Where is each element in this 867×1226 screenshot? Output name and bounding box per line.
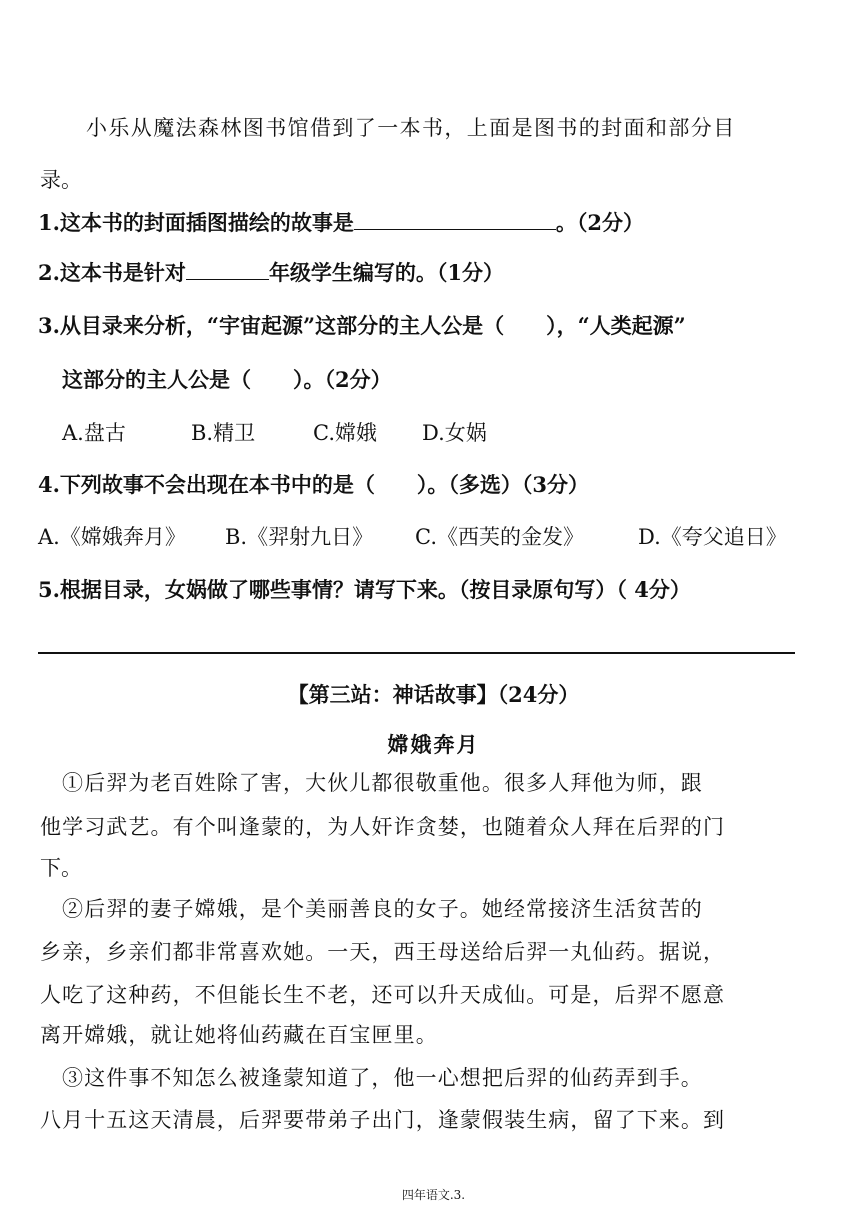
section-heading: 【第三站：神话故事】（24分）: [287, 682, 580, 707]
intro-line-1: 小乐从魔法森林图书馆借到了一本书，上面是图书的封面和部分目: [86, 116, 736, 140]
paragraph-3-line-2: 八月十五这天清晨，后羿要带弟子出门，逢蒙假装生病，留了下来。到: [40, 1108, 726, 1132]
answer-line[interactable]: [38, 652, 795, 654]
paragraph-2-line-4: 离开嫦娥，就让她将仙药藏在百宝匣里。: [40, 1023, 438, 1047]
q4-option-a[interactable]: A.《嫦娥奔月》: [38, 525, 186, 549]
paragraph-3-line-1: ③这件事不知怎么被逢蒙知道了，他一心想把后羿的仙药弄到手。: [62, 1066, 703, 1090]
page-footer: 四年语文.3.: [401, 1188, 466, 1202]
story-title: 嫦娥奔月: [387, 732, 480, 757]
question-3-line-1: 3.从目录来分析，“宇宙起源”这部分的主人公是（ ），“人类起源”: [38, 313, 686, 338]
paragraph-2-line-3: 人吃了这种药，不但能长生不老，还可以升天成仙。可是，后羿不愿意: [40, 983, 726, 1007]
q3-option-b[interactable]: B.精卫: [191, 421, 256, 445]
q3-option-c[interactable]: C.嫦娥: [313, 421, 377, 445]
paragraph-2-line-2: 乡亲，乡亲们都非常喜欢她。一天，西王母送给后羿一丸仙药。据说，: [40, 940, 726, 964]
question-2: [38, 258, 504, 288]
question-2-text: 2.这本书是针对: [38, 260, 186, 285]
q3-option-a[interactable]: A.盘古: [62, 421, 126, 445]
question-3-line-2: 这部分的主人公是（ ）。（2分）: [62, 367, 392, 392]
answer-blank-1[interactable]: [354, 209, 556, 230]
question-2-score: 年级学生编写的。（1分）: [268, 260, 505, 285]
answer-blank-2[interactable]: [186, 259, 269, 280]
paragraph-2-line-1: ②后羿的妻子嫦娥，是个美丽善良的女子。她经常接济生活贫苦的: [62, 897, 703, 921]
question-5: 5.根据目录，女娲做了哪些事情？请写下来。（按目录原句写）（ 4分）: [38, 577, 691, 602]
paragraph-1-line-2: 他学习武艺。有个叫逢蒙的，为人奸诈贪婪，也随着众人拜在后羿的门: [40, 815, 726, 839]
question-1: [38, 208, 644, 238]
q4-option-c[interactable]: C.《西芙的金发》: [415, 525, 584, 549]
q3-option-d[interactable]: D.女娲: [422, 421, 487, 445]
paragraph-1-line-3: 下。: [40, 856, 82, 880]
intro-line-2: 录。: [40, 168, 82, 192]
q4-option-d[interactable]: D.《夸父追日》: [638, 525, 787, 549]
q4-option-b[interactable]: B.《羿射九日》: [225, 525, 374, 549]
question-1-score: 。（2分）: [555, 210, 645, 235]
paragraph-1-line-1: ①后羿为老百姓除了害，大伙儿都很敬重他。很多人拜他为师，跟: [62, 771, 703, 795]
question-1-text: 1.这本书的封面插图描绘的故事是: [38, 210, 354, 235]
question-4: 4.下列故事不会出现在本书中的是（ ）。（多选）（3分）: [38, 472, 590, 497]
